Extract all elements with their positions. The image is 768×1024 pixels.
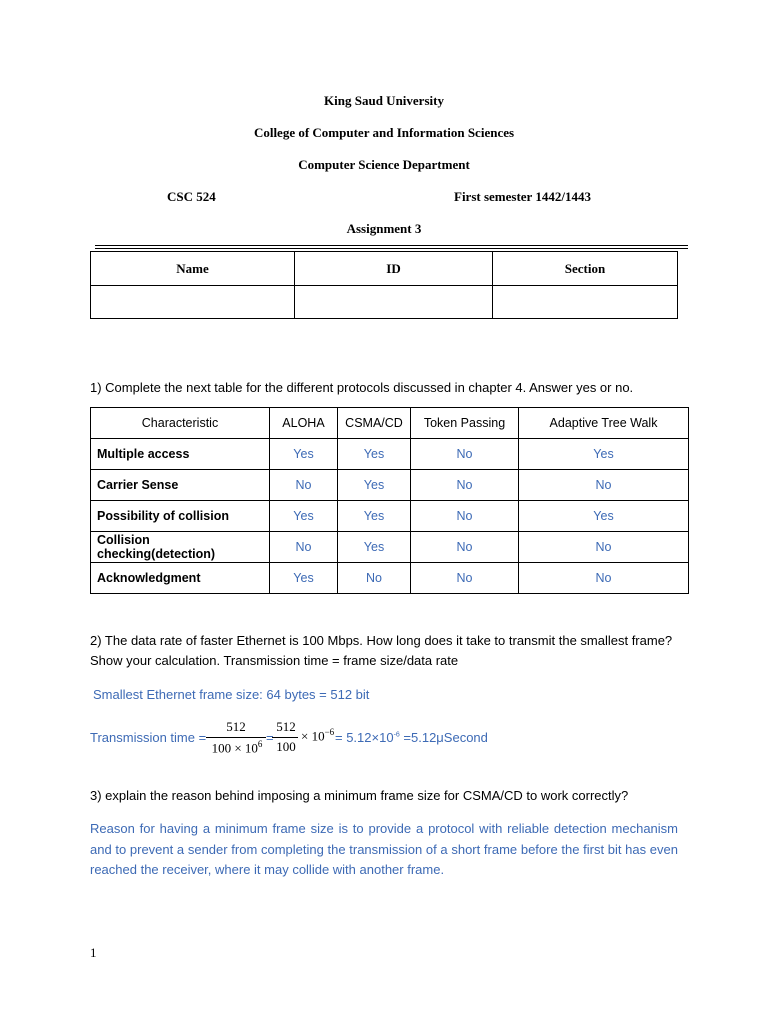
cell-value: No (338, 563, 411, 594)
cell-value: No (519, 563, 689, 594)
college-name: College of Computer and Information Sciences (253, 125, 515, 140)
header-divider-2 (95, 248, 688, 249)
cell-value: No (270, 470, 338, 501)
cell-value: No (411, 439, 519, 470)
cell-value: Yes (338, 532, 411, 563)
table-row (91, 470, 689, 501)
row-label: Possibility of collision (91, 501, 270, 532)
table-row (91, 439, 689, 470)
col-characteristic: Characteristic (91, 408, 270, 439)
fraction-1-denominator (206, 739, 268, 756)
answer-frame-size: Smallest Ethernet frame size: 64 bytes = 512 bit (93, 687, 370, 702)
cell-value: Yes (338, 439, 411, 470)
row-label: Collision checking(detection) (91, 532, 270, 563)
transmission-time-result (335, 730, 488, 745)
cell-value: Yes (270, 439, 338, 470)
row-label: Acknowledgment (91, 563, 270, 594)
question-2-line-1: 2) The data rate of faster Ethernet is 100 Mbps. How long does it take to transmit the smallest frame? (90, 633, 673, 648)
result-exponent: -6 (393, 731, 400, 739)
col-adaptive-tree-walk: Adaptive Tree Walk (519, 408, 689, 439)
protocol-table (90, 407, 689, 594)
table-row (91, 532, 689, 563)
transmission-time-label: Transmission time = (90, 730, 207, 745)
cell-value: No (411, 532, 519, 563)
table-row (91, 563, 689, 594)
cell-value: No (270, 532, 338, 563)
id-header: ID (295, 252, 493, 286)
cell-value: Yes (338, 470, 411, 501)
question-2-line-2: Show your calculation. Transmission time = frame size/data rate (90, 653, 459, 668)
col-csmacd: CSMA/CD (338, 408, 411, 439)
answer-3: Reason for having a minimum frame size is to provide a protocol with reliable detection mechanism and to prevent a sender from completing the transmission of a short frame before the first bit has even reached the receiver, where it may collide with another frame. (90, 821, 678, 877)
row-label: Carrier Sense (91, 470, 270, 501)
cell-value: Yes (270, 501, 338, 532)
assignment-title: Assignment 3 (346, 221, 422, 236)
student-info-table (90, 251, 678, 319)
course-code: CSC 524 (167, 189, 216, 204)
fraction-1-denominator-base: 100 × 10 (211, 740, 258, 756)
university-name: King Saud University (324, 93, 444, 108)
semester: First semester 1442/1443 (454, 189, 591, 204)
section-header: Section (493, 252, 678, 286)
name-field[interactable] (91, 286, 295, 319)
times-ten-base: × 10 (301, 728, 325, 744)
result-base: = 5.12×10 (335, 730, 394, 745)
id-field[interactable] (295, 286, 493, 319)
question-3: 3) explain the reason behind imposing a minimum frame size for CSMA/CD to work correctly? (90, 788, 629, 803)
col-token-passing: Token Passing (411, 408, 519, 439)
cell-value: Yes (338, 501, 411, 532)
equals-sign: = (266, 730, 274, 745)
department-name: Computer Science Department (298, 157, 470, 172)
col-aloha: ALOHA (270, 408, 338, 439)
question-1: 1) Complete the next table for the different protocols discussed in chapter 4. Answer yes or no. (90, 380, 634, 395)
cell-value: Yes (270, 563, 338, 594)
table-row (91, 501, 689, 532)
fraction-1-bar (206, 737, 266, 738)
fraction-2-denominator: 100 (276, 739, 296, 754)
page-number: 1 (90, 945, 97, 960)
times-ten-exponent: −6 (324, 727, 335, 737)
cell-value: Yes (519, 439, 689, 470)
cell-value: No (411, 470, 519, 501)
result-value: =5.12μSecond (399, 730, 488, 745)
times-ten (301, 727, 334, 744)
cell-value: No (519, 470, 689, 501)
cell-value: No (519, 532, 689, 563)
fraction-1-denominator-exponent: 6 (257, 739, 263, 749)
fraction-2-bar (272, 737, 298, 738)
cell-value: Yes (519, 501, 689, 532)
cell-value: No (411, 501, 519, 532)
name-header: Name (91, 252, 295, 286)
fraction-1-numerator: 512 (226, 719, 246, 734)
row-label: Multiple access (91, 439, 270, 470)
cell-value: No (411, 563, 519, 594)
section-field[interactable] (493, 286, 678, 319)
header-divider (95, 245, 688, 246)
fraction-2-numerator: 512 (276, 719, 296, 734)
